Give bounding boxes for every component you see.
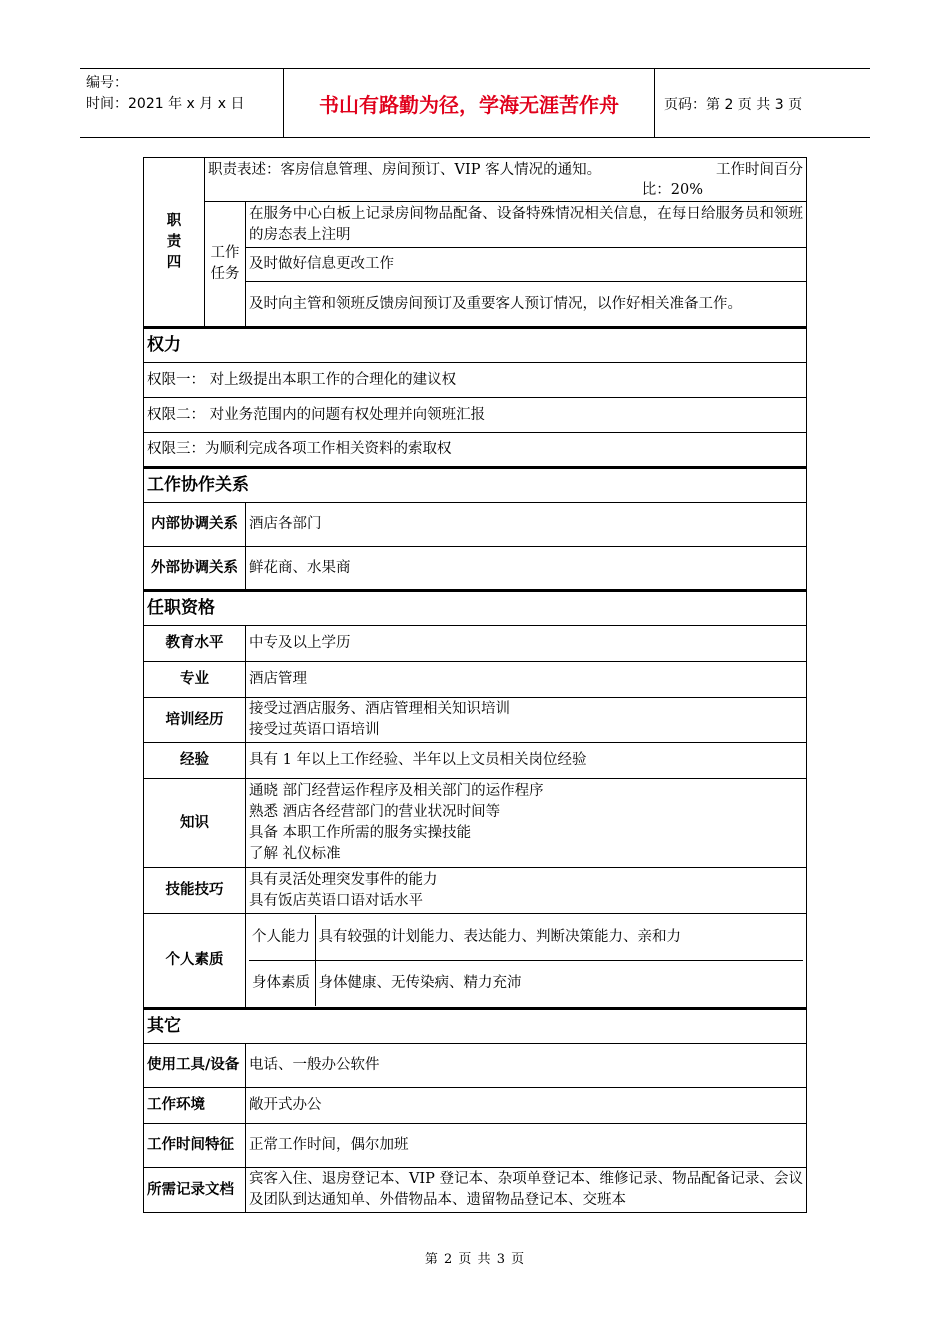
other-value: 正常工作时间，偶尔加班	[246, 1124, 807, 1168]
cooperation-label: 内部协调关系	[144, 503, 246, 547]
education-value: 中专及以上学历	[246, 626, 807, 662]
other-label: 工作时间特征	[144, 1124, 246, 1168]
knowledge-line: 通晓 部门经营运作程序及相关部门的运作程序	[249, 783, 544, 799]
number-label: 编号：	[86, 75, 128, 91]
motto: 书山有路勤为径，学海无涯苦作舟	[283, 69, 655, 137]
duty4-label: 职 责 四	[144, 158, 205, 328]
cooperation-value: 酒店各部门	[246, 503, 807, 547]
personal-subtable	[249, 915, 803, 1006]
personal-sub-value: 具有较强的计划能力、表达能力、判断决策能力、亲和力	[315, 915, 803, 960]
page-header	[80, 68, 870, 138]
other-value: 电话、一般办公软件	[246, 1044, 807, 1088]
authority-title: 权力	[144, 328, 807, 363]
cooperation-title: 工作协作关系	[144, 468, 807, 503]
training-line: 接受过英语口语培训	[249, 722, 380, 738]
personal-sub-label: 身体素质	[249, 960, 315, 1006]
personal-sub-label: 个人能力	[249, 915, 315, 960]
skills-line: 具有灵活处理突发事件的能力	[249, 871, 438, 888]
knowledge-value	[246, 779, 807, 868]
personal-sub-value: 身体健康、无传染病、精力充沛	[315, 960, 803, 1006]
duty-statement-text: 职责表述：客房信息管理、房间预订、VIP 客人情况的通知。	[208, 161, 602, 178]
experience-label: 经验	[144, 743, 246, 779]
skills-line: 具有饭店英语口语对话水平	[249, 892, 423, 909]
personal-subtable-cell	[246, 914, 807, 1009]
training-value	[246, 698, 807, 743]
date-label: 时间：2021 年 x 月 x 日	[86, 96, 245, 112]
cooperation-label: 外部协调关系	[144, 547, 246, 591]
skills-label: 技能技巧	[144, 868, 246, 914]
duty4-statement	[205, 158, 807, 202]
other-label: 工作环境	[144, 1088, 246, 1124]
other-label: 所需记录文档	[144, 1168, 246, 1213]
knowledge-label: 知识	[144, 779, 246, 868]
training-line: 接受过酒店服务、酒店管理相关知识培训	[249, 701, 510, 717]
knowledge-line: 了解 礼仪标准	[249, 846, 341, 862]
task-item: 及时向主管和领班反馈房间预订及重要客人预订情况，以作好相关准备工作。	[246, 282, 807, 328]
time-pct-line2: 比：20%	[641, 181, 703, 198]
other-label: 使用工具/设备	[144, 1044, 246, 1088]
experience-value: 具有 1 年以上工作经验、半年以上文员相关岗位经验	[246, 743, 807, 779]
page-footer: 第 2 页 共 3 页	[424, 1252, 526, 1267]
header-meta	[86, 73, 282, 115]
authority-item: 权限二： 对业务范围内的问题有权处理并向领班汇报	[144, 398, 807, 433]
personal-label: 个人素质	[144, 914, 246, 1009]
authority-item: 权限三：为顺利完成各项工作相关资料的索取权	[144, 433, 807, 468]
skills-value	[246, 868, 807, 914]
cooperation-value: 鲜花商、水果商	[246, 547, 807, 591]
other-title: 其它	[144, 1009, 807, 1044]
time-pct-line1: 工作时间百分	[716, 161, 803, 178]
task-item: 及时做好信息更改工作	[246, 248, 807, 282]
job-description-table	[143, 157, 807, 1213]
knowledge-line: 具备 本职工作所需的服务实操技能	[249, 825, 472, 841]
other-value: 宾客入住、退房登记本、VIP 登记本、杂项单登记本、维修记录、物品配备记录、会议及团队到达通知单、外借物品本、遗留物品登记本、交班本	[246, 1168, 807, 1213]
task-label: 工作任务	[205, 202, 246, 328]
knowledge-line: 熟悉 酒店各经营部门的营业状况时间等	[249, 804, 501, 820]
training-label: 培训经历	[144, 698, 246, 743]
page-info: 页码：第 2 页 共 3 页	[664, 97, 803, 113]
authority-item: 权限一： 对上级提出本职工作的合理化的建议权	[144, 363, 807, 398]
major-value: 酒店管理	[246, 662, 807, 698]
task-item: 在服务中心白板上记录房间物品配备、设备特殊情况相关信息，在每日给服务员和领班的房态表上注明	[246, 202, 807, 248]
other-value: 敞开式办公	[246, 1088, 807, 1124]
qualification-title: 任职资格	[144, 591, 807, 626]
education-label: 教育水平	[144, 626, 246, 662]
major-label: 专业	[144, 662, 246, 698]
